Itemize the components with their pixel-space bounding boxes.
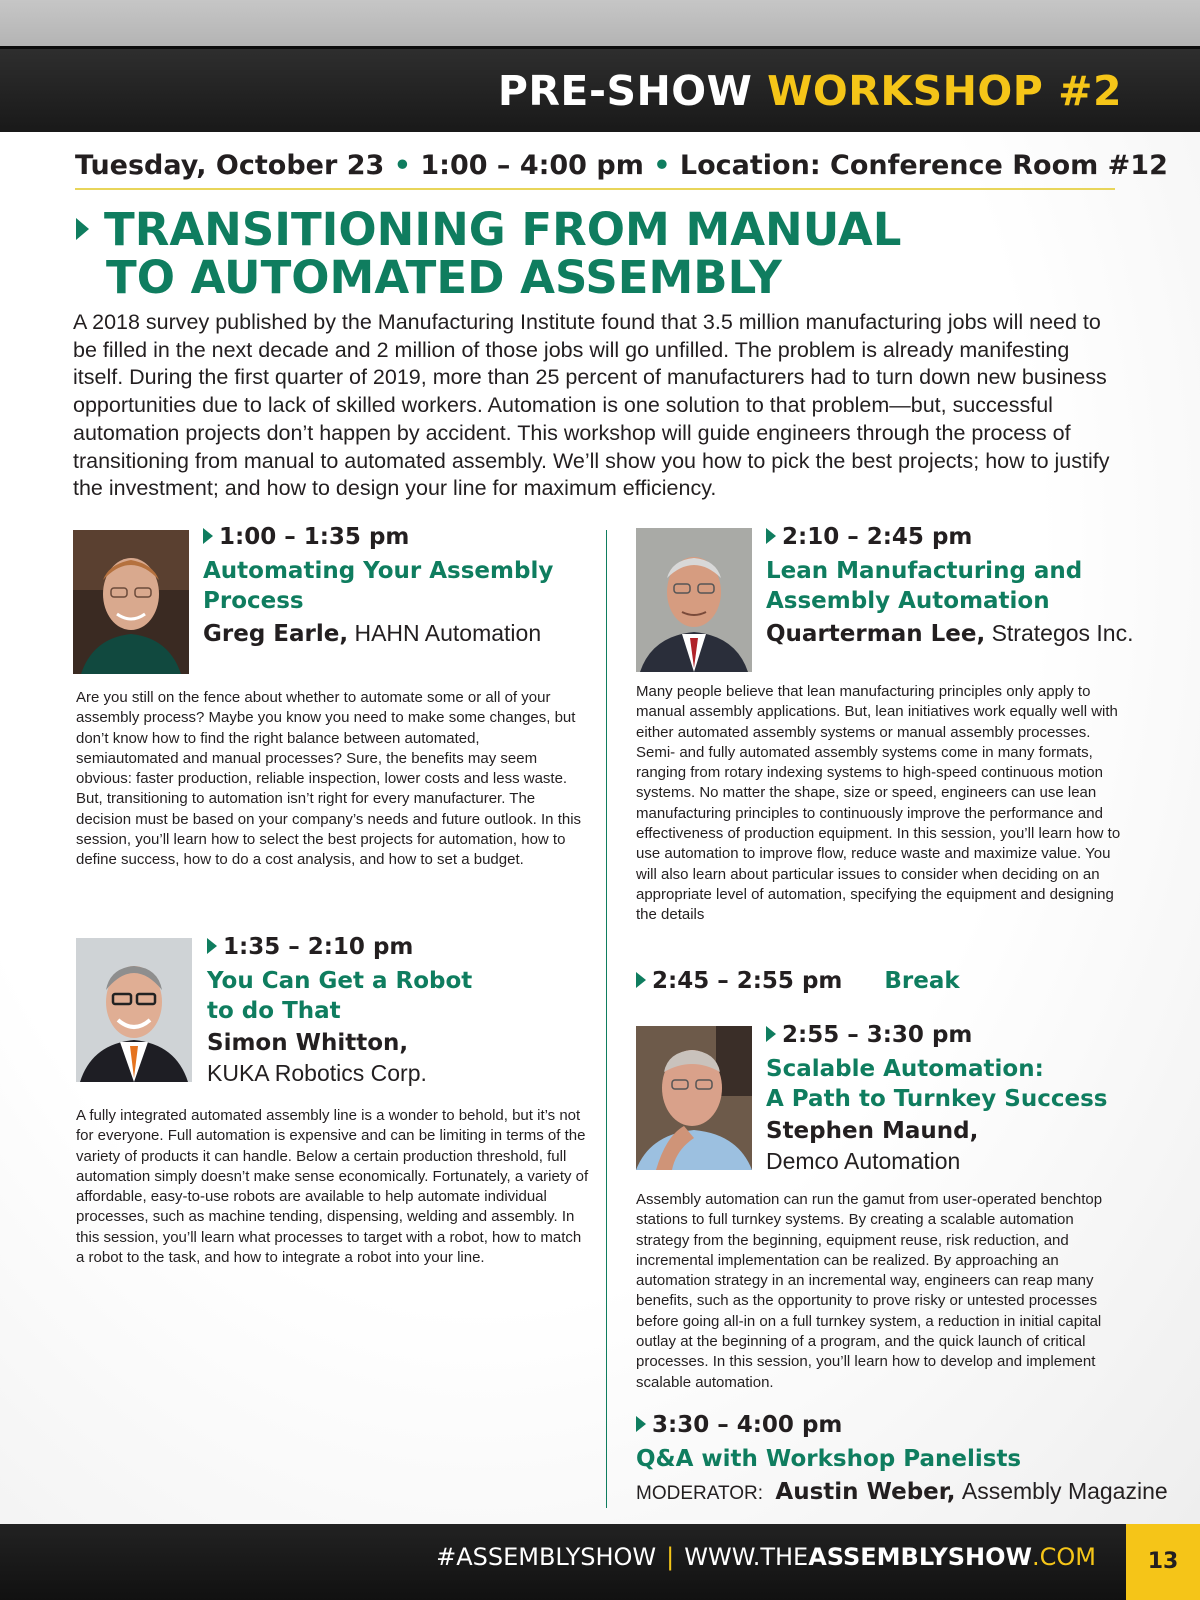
speaker-name: Simon Whitton, (207, 1030, 409, 1056)
speaker-photo-simon-whitton (76, 938, 192, 1082)
speaker-name: Quarterman Lee, (766, 621, 986, 647)
speaker-org: Demco Automation (766, 1148, 961, 1174)
header-title-highlight: WORKSHOP #2 (767, 67, 1122, 115)
workshop-title (76, 203, 1076, 304)
workshop-intro: A 2018 survey published by the Manufacturing Institute found that 3.5 million manufacturing jobs will need to be filled in the next decade and 2 million of those jobs will go unfilled. The problem is already manifesting itself. During the first quarter of 2019, more than 25 percent of manufacturers had to turn down new business opportunities due to lack of skilled workers. Automation is one solution to that problem—but, successful automation projects don’t happen by accident. This workshop will guide engineers through the process of transitioning from manual to automated assembly. We’ll show you how to pick the best projects; how to justify the investment; and how to design your line for maximum efficiency. (73, 310, 1110, 501)
session-1-speaker (203, 618, 593, 649)
session-1-header (203, 524, 593, 649)
moderator-name: Austin Weber, (775, 1479, 956, 1505)
workshop-title-line1: TRANSITIONING FROM MANUAL (104, 203, 902, 256)
speaker-org: KUKA Robotics Corp. (207, 1060, 427, 1086)
moderator-org: Assembly Magazine (961, 1478, 1168, 1504)
session-4-time: 2:55 – 3:30 pm (766, 1022, 1146, 1048)
session-4-speaker (766, 1116, 1146, 1176)
dateline-time: 1:00 – 4:00 pm (420, 150, 644, 181)
qa-moderator (636, 1476, 1176, 1509)
moderator-label: MODERATOR: (636, 1483, 764, 1504)
speaker-photo-quarterman-lee (636, 528, 752, 672)
header-band (0, 46, 1200, 132)
footer-url[interactable]: WWW.THEASSEMBLYSHOW.COM (684, 1543, 1096, 1571)
triangle-right-icon (766, 528, 776, 544)
session-4-title-line2: A Path to Turnkey Success (766, 1086, 1108, 1112)
break-label: Break (884, 968, 960, 994)
session-4-title-line1: Scalable Automation: (766, 1056, 1044, 1082)
header-title (498, 67, 1122, 115)
speaker-photo-greg-earle (73, 530, 189, 674)
speaker-name: Greg Earle, (203, 621, 349, 647)
qa-time: 3:30 – 4:00 pm (636, 1412, 1176, 1438)
bullet-dot: • (653, 150, 671, 181)
triangle-right-icon (636, 972, 646, 988)
dateline (75, 150, 1168, 190)
triangle-right-icon (636, 1416, 646, 1432)
header-title-prefix: PRE-SHOW (497, 67, 753, 115)
session-1-description: Are you still on the fence about whether to automate some or all of your assembly process? Maybe you know you need to make some changes, but don’t know how to find the right balance between automated, semiautomated and manual processes? Sure, the benefits may seem obvious: faster production, reliable inspection, lower costs and less waste. But, transitioning to automation isn’t right for every manufacturer. The decision must be based on your company’s needs and future outlook. In this session, you’ll learn how to select the best projects for automation, how to define success, how to do a cost analysis, and how to set a budget. (76, 689, 582, 869)
triangle-right-icon (76, 218, 89, 240)
session-4-title (766, 1054, 1146, 1114)
session-2-description: A fully integrated automated assembly line is a wonder to behold, but it’s not for everyone. Full automation is expensive and can be limiting in terms of the variety of products it can handle. Below a certain production threshold, full automation simply doesn’t make sense economically. Fortunately, a variety of affordable, easy-to-use robots are available to help automate individual processes, such as machine tending, dispensing, welding and assembly. In this session, you’ll learn what processes to target with a robot, how to match a robot to the task, and how to integrate a robot into your line. (76, 1107, 589, 1267)
triangle-right-icon (766, 1026, 776, 1042)
session-2-title (207, 966, 597, 1026)
triangle-right-icon (207, 938, 217, 954)
bullet-dot: • (393, 150, 411, 181)
session-2-header (207, 934, 597, 1088)
session-4-description: Assembly automation can run the gamut from user-operated benchtop stations to full turnkey systems. By creating a scalable automation strategy from the beginning, equipment reuse, risk reduction, and incremental implementation can be realized. By approaching an automation strategy in an incremental way, engineers can reap many benefits, such as the opportunity to prove risky or untested processes before going all-in on a full turnkey system, a reduction in initial capital outlay at the beginning of a program, and the quick launch of critical processes. In this session, you’ll learn how to develop and implement scalable automation. (636, 1191, 1103, 1391)
qa-session (636, 1412, 1176, 1509)
qa-title: Q&A with Workshop Panelists (636, 1446, 1022, 1472)
footer-band (0, 1524, 1200, 1600)
footer-hashtag: #ASSEMBLYSHOW (436, 1543, 657, 1571)
page-number: 13 (1126, 1524, 1200, 1600)
dateline-location: Location: Conference Room #12 (679, 150, 1168, 181)
session-3-speaker (766, 618, 1146, 649)
speaker-org: HAHN Automation (354, 620, 542, 646)
session-2-title-line1: You Can Get a Robot (207, 968, 473, 994)
session-3-time: 2:10 – 2:45 pm (766, 524, 1146, 550)
session-2-title-line2: to do That (207, 998, 341, 1024)
break-time: 2:45 – 2:55 pm Break (636, 968, 1136, 994)
session-1-title: Automating Your Assembly Process (203, 558, 554, 614)
session-3-description: Many people believe that lean manufacturing principles only apply to manual assembly applications. But, lean initiatives work equally well with either automated assembly systems or manual assembly processes. Semi- and fully automated assembly systems come in many formats, ranging from rotary indexing systems to high-speed continuous motion systems. No matter the shape, size or speed, engineers can use lean manufacturing principles to continuously improve the performance and effectiveness of production equipment. In this session, you’ll learn how to use automation to improve flow, reduce waste and maximize value. You will also learn about particular issues to consider when deciding on an appropriate level of automation, specifying the equipment and designing the details (636, 683, 1121, 924)
break-row (636, 968, 1136, 994)
triangle-right-icon (203, 528, 213, 544)
top-strip (0, 0, 1200, 46)
footer-text (436, 1543, 1096, 1571)
session-3-title: Lean Manufacturing and Assembly Automation (766, 558, 1083, 614)
dateline-date: Tuesday, October 23 (75, 150, 385, 181)
footer-separator: | (666, 1543, 675, 1571)
session-2-speaker (207, 1028, 597, 1088)
session-4-header (766, 1022, 1146, 1176)
workshop-title-line2: TO AUTOMATED ASSEMBLY (106, 251, 782, 304)
session-3-header (766, 524, 1146, 649)
column-divider (606, 530, 607, 1508)
speaker-org: Strategos Inc. (991, 620, 1134, 646)
session-1-time: 1:00 – 1:35 pm (203, 524, 593, 550)
session-2-time: 1:35 – 2:10 pm (207, 934, 597, 960)
speaker-name: Stephen Maund, (766, 1118, 979, 1144)
speaker-photo-stephen-maund (636, 1026, 752, 1170)
